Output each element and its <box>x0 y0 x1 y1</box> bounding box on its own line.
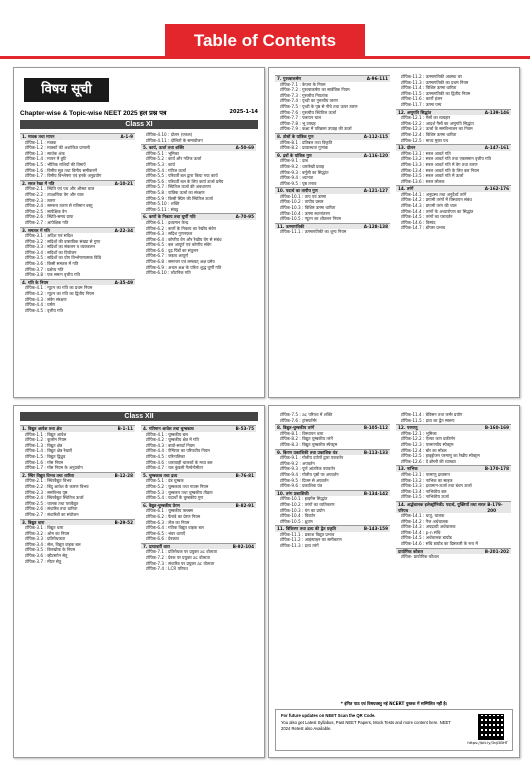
book-subtitle: Chapter-wise & Topic-wise NEET 2025 हल प्रश्न पत्र <box>20 110 167 117</box>
chapter-title: 6. वैद्युत-चुम्बकीय प्रेरण <box>143 502 180 508</box>
topic-item: टॉपिक-9.4 : गोलीय पृष्ठों पर अपवर्तन <box>280 471 339 477</box>
chapter-pages: B-53-75 <box>235 426 254 431</box>
chapter-heading <box>275 490 390 497</box>
banner-divider <box>0 56 530 59</box>
topic-item: टॉपिक-7.8 : भू उपग्रह <box>280 120 316 126</box>
topic-item: टॉपिक-11.7 : ऊष्मा पम्प <box>401 101 442 107</box>
topic-item: टॉपिक-5.2 : कार्य और गतिज ऊर्जा <box>146 156 202 162</box>
topic-item: टॉपिक-14.4 : तरंगों के अध्यारोपण का सिद्धांत <box>401 208 474 214</box>
topic-item: टॉपिक-12.1 : भूमिका <box>401 430 437 436</box>
chapter-title: 4. गति के नियम <box>22 279 49 285</box>
chapter-title: 11. ऊष्मागतिकी <box>277 223 305 229</box>
topic-item: टॉपिक-7.1 : प्रतिरोधक पर प्रयुक्त ac वोल्टता <box>146 549 218 555</box>
topic-item: टॉपिक-14.3 : प्रगामी तरंग की चाल <box>401 203 457 209</box>
chapter-heading <box>20 279 135 286</box>
topic-item: टॉपिक-6.6 : प्रेरकत्व <box>146 536 179 542</box>
topic-item: टॉपिक-10.2 : तरंगों का व्यतिकरण <box>280 501 335 507</box>
topic-item: टॉपिक-2.1 : स्थिरवैद्युत विभव <box>25 478 72 484</box>
footer-text: You also get Latest Syllabus, Past NEET Papers, Mock Tests and more content here. NEET 2024 Retest also Available. <box>281 720 451 731</box>
topic-item: टॉपिक-8.1 : प्रतिबल तथा विकृति <box>280 139 333 145</box>
chapter-heading <box>275 449 390 456</box>
topic-item: टॉपिक-4.2 : न्यूटन का गति का द्वितीय नियम <box>25 291 95 297</box>
topic-item: टॉपिक-13.1 : सरल आवर्त गति <box>401 150 451 156</box>
chapter-heading <box>141 543 256 550</box>
chapter-heading <box>20 425 135 432</box>
topic-item: टॉपिक-11.3 : ऊष्मागतिकी का प्रथम नियम <box>401 79 469 85</box>
topic-item: टॉपिक-9.5 : पृष्ठ तनाव <box>280 180 317 186</box>
chapter-heading <box>141 144 256 151</box>
chapter-pages: A-121-127 <box>363 188 388 194</box>
topic-item: टॉपिक-2.3 : समविभव पृष्ठ <box>25 489 68 495</box>
topic-item: टॉपिक-3.7 : मीटर सेतु <box>25 558 62 564</box>
toc-column <box>20 132 135 313</box>
topic-item: टॉपिक-5.1 : भूमिका <box>146 150 179 156</box>
chapter-heading <box>275 525 390 532</box>
topic-item: टॉपिक-7.4 : LCR परिपथ <box>146 566 188 572</box>
chapter-heading <box>275 187 390 194</box>
chapter-pages: B-12-28 <box>114 472 133 478</box>
topic-item: टॉपिक-4.11 : दोलितों के समायोजन <box>146 137 203 143</box>
topic-item: टॉपिक-5.3 : कार्य <box>146 161 175 167</box>
topic-item: टॉपिक-3.6 : व्हीटस्टोन सेतु <box>25 553 68 559</box>
topic-item: टॉपिक-4.10 : दोलन (एकल) <box>146 132 193 137</box>
chapter-title: 13. दोलन <box>398 145 416 151</box>
chapter-pages: B-160-169 <box>484 425 509 431</box>
chapter-pages: B-143-159 <box>363 526 388 532</box>
topic-item: टॉपिक-3.1 : विद्युत धारा <box>25 525 64 531</box>
topic-item: टॉपिक-12.3 : परमाण्वीय स्पेक्ट्रम <box>401 441 454 447</box>
topic-item: टॉपिक-11.2 : आइंस्टाइन का समीकरण <box>280 537 342 543</box>
topic-item: टॉपिक-9.6 : प्रकाशिक यंत्र <box>280 483 323 489</box>
topic-item: टॉपिक-10.3 : विशिष्ट ऊष्मा धारिता <box>280 205 336 211</box>
ncert-note: * इंगित पाठ एवं विषयवस्तु नई NCERT पुस्तक में सम्मिलित नहीं है। <box>340 701 448 706</box>
topic-item: टॉपिक-1.1 : विद्युत आवेश <box>25 431 67 437</box>
chapter-heading <box>396 144 511 151</box>
chapter-title: 14. तरंगें <box>398 186 414 192</box>
page-bottom-left <box>13 405 265 758</box>
topic-item: टॉपिक-4.5 : परिनालिका <box>146 453 185 459</box>
topic-item: टॉपिक-3.3 : सदिशों का संकलन व व्यवकलन <box>25 244 95 250</box>
topic-item: टॉपिक-13.2 : सरल आवर्त गति तथा एकसमान वृत्तीय गति <box>401 156 491 162</box>
topic-item: टॉपिक-14.5 : तरंगों का परावर्तन <box>401 214 453 220</box>
chapter-pages: B-76-81 <box>235 472 254 478</box>
topic-item: टॉपिक-14.6 : विस्पंद <box>401 219 436 225</box>
topic-item: टॉपिक-2.5 : चालक तथा परावैद्युत <box>25 500 79 506</box>
topic-item: टॉपिक-1.3 : विद्युत क्षेत्र <box>25 442 63 448</box>
topic-item: टॉपिक-12.6 : दे ब्रॉग्ली की व्याख्या <box>401 458 456 464</box>
topic-item: टॉपिक-3.1 : अदिश एवं सदिश <box>25 233 73 239</box>
qr-footer <box>275 709 513 751</box>
chapter-pages: B-134-142 <box>363 490 388 496</box>
topic-item: टॉपिक-6.8 : समान्तर एवं लम्बवत् अक्ष प्रमेय <box>146 259 215 265</box>
topic-item: टॉपिक-6.6 : दृढ़ पिंडों का संतुलन <box>146 247 199 253</box>
banner-title: Table of Contents <box>165 24 365 58</box>
chapter-pages: B-29-52 <box>114 519 133 525</box>
topic-item: टॉपिक-5.3 : चुम्बकन तथा चुम्बकीय तीव्रता <box>146 489 213 495</box>
topic-item: टॉपिक-11.4 : विशिष्ट ऊष्मा धारिता <box>401 85 457 91</box>
chapter-pages: A-139-146 <box>484 109 509 115</box>
topic-item: टॉपिक-7.6 : ट्रांसफॉर्मर <box>280 417 317 423</box>
topic-item: टॉपिक-10.2 : तापीय प्रसार <box>280 199 324 205</box>
topic-item: टॉपिक-9.1 : गोलीय दर्पणों द्वारा परावर्तन <box>280 455 344 461</box>
topic-item: टॉपिक- प्रायोगिक कौशल <box>401 554 439 560</box>
chapter-heading <box>396 548 511 555</box>
chapter-heading <box>396 465 511 472</box>
chapter-heading <box>20 133 135 140</box>
topic-item: टॉपिक-2.7 : आपेक्षिक गति <box>25 219 69 225</box>
chapter-heading <box>20 180 135 187</box>
topic-item: टॉपिक-1.5 : भौतिक राशियों की विमाएँ <box>25 161 86 167</box>
topic-item: टॉपिक-13.6 : सरल लोलक <box>401 178 445 184</box>
chapter-heading <box>396 185 511 192</box>
topic-item: टॉपिक-4.2 : चुम्बकीय क्षेत्र में गति <box>146 437 199 443</box>
topic-item: टॉपिक-5.9 : किसी स्प्रिंग की स्थितिज ऊर्जा <box>146 195 213 201</box>
chapter-title: 6. कणों के निकाय तथा घूर्णी गति <box>143 214 196 220</box>
topic-item: टॉपिक-5.1 : दंड चुम्बक <box>146 478 184 484</box>
page-bottom-right <box>268 405 520 758</box>
chapter-title: प्रायोगिक कौशल <box>398 548 424 554</box>
toc-column <box>396 74 511 231</box>
topic-item: टॉपिक-4.1 : न्यूटन का गति का प्रथम नियम <box>25 285 93 291</box>
chapter-pages: B-170-178 <box>484 466 509 472</box>
topic-item: टॉपिक-12.3 : ऊर्जा के समविभाजन का नियम <box>401 126 473 132</box>
topic-item: टॉपिक-4.6 : धारावाही चालकों के मध्य बल <box>146 459 213 465</box>
chapter-pages: A-35-49 <box>114 279 133 285</box>
toc-column <box>275 74 390 235</box>
chapter-title: 8. विद्युत-चुम्बकीय तरंगें <box>277 425 315 431</box>
chapter-title: 2. स्थिर विद्युत विभव तथा धारिता <box>22 472 75 478</box>
topic-item: टॉपिक-13.5 : सरल आवर्त गति में ऊर्जा <box>401 173 464 179</box>
topic-item: टॉपिक-6.3 : लेंज का नियम <box>146 519 190 525</box>
topic-item: टॉपिक-14.5 : अर्धचालक डायोड <box>401 535 452 541</box>
topic-item: टॉपिक-14.2 : प्रगामी तरंगों में विस्थापन संबंध <box>401 197 472 203</box>
topic-item: टॉपिक-1.7 : विमीय विश्लेषण एवं इनके अनुप्रयोग <box>25 173 102 179</box>
chapter-heading <box>396 424 511 431</box>
chapter-heading <box>141 425 256 432</box>
topic-item: टॉपिक-3.5 : सदिशों का योग विश्लेषणात्मक विधि <box>25 255 102 261</box>
topic-item: टॉपिक-7.7 : पलायन चाल <box>280 115 322 121</box>
topic-item: टॉपिक-7.6 : गुरुत्वीय स्थितिज ऊर्जा <box>280 109 336 115</box>
topic-item: टॉपिक-8.1 : विस्थापन धारा <box>280 430 324 436</box>
topic-item: टॉपिक-7.3 : संधारित्र पर प्रयुक्त ac वोल्टता <box>146 560 215 566</box>
topic-item: टॉपिक-5.7 : स्थितिज ऊर्जा की अवधारणा <box>146 184 211 190</box>
class-label: Class XII <box>20 412 258 421</box>
topic-item: टॉपिक-7.2 : गुरुत्वाकर्षण का सार्वत्रिक नियम <box>280 87 350 93</box>
year-range: 2025-1-14 <box>229 109 258 115</box>
topic-item: टॉपिक-11.3 : द्रव्य तरंगें <box>280 543 319 549</box>
topic-item: टॉपिक-6.1 : चुम्बकीय फ्लक्स <box>146 508 193 514</box>
chapter-title: 12. अणुगति सिद्धांत <box>398 109 432 115</box>
chapter-pages: A-147-161 <box>484 145 509 151</box>
chapter-title: 1. मात्रक तथा मापन <box>22 134 55 139</box>
topic-item: टॉपिक-8.3 : विद्युत चुम्बकीय स्पेक्ट्रम <box>280 441 338 447</box>
topic-item: टॉपिक-14.1 : धातु, चालक <box>401 513 445 519</box>
topic-item: टॉपिक-7.2 : प्रेरक पर प्रयुक्त ac वोल्टता <box>146 555 210 561</box>
topic-item: टॉपिक-12.2 : आदर्श गैसों का अणुगति सिद्धांत <box>401 120 474 126</box>
chapter-pages: A-116-120 <box>363 152 388 158</box>
topic-item: टॉपिक-2.5 : सापेक्षिक वेग <box>25 208 67 214</box>
topic-item: टॉपिक-13.4 : नाभिकीय बल <box>401 488 447 494</box>
topic-item: टॉपिक-1.4 : मापन में त्रुटि <box>25 156 67 162</box>
qr-link[interactable]: https://bit.ly/3cjDBHT <box>467 740 508 745</box>
topic-item: टॉपिक-13.5 : नाभिकीय ऊर्जा <box>401 494 449 500</box>
topic-item: टॉपिक-1.5 : विद्युत द्विध्रुव <box>25 453 66 459</box>
topic-item: टॉपिक-9.1 : दाब <box>280 158 308 164</box>
topic-item: टॉपिक-1.1 : मात्रक <box>25 139 57 145</box>
chapter-pages: A-162-176 <box>484 186 509 192</box>
topic-item: टॉपिक-7.5 : ac परिपथ में शक्ति <box>280 412 333 417</box>
chapter-title: 5. चुम्बकत्व तथा द्रव्य <box>143 472 178 478</box>
topic-item: टॉपिक-6.7 : जड़त्व आघूर्ण <box>146 253 189 259</box>
topic-item: टॉपिक-8.2 : विद्युत चुम्बकीय तरंगें <box>280 436 333 442</box>
topic-item: टॉपिक-2.1 : स्थिति एवं पथ और औसत चाल <box>25 186 95 192</box>
topic-item: टॉपिक-11.6 : कार्नो इंजन <box>401 96 443 102</box>
topic-item: टॉपिक-11.5 : द्रव्य का द्वैत स्वरूप <box>401 417 455 423</box>
chapter-title: 2. सरल रेखा में गति <box>22 180 55 186</box>
chapter-title: 9. किरण प्रकाशिकी तथा प्रकाशिक यंत्र <box>277 449 338 455</box>
topic-item: टॉपिक-2.3 : त्वरण <box>25 197 56 203</box>
chapter-heading <box>20 227 135 234</box>
topic-item: टॉपिक-14.2 : नैज अर्धचालक <box>401 518 449 524</box>
chapter-pages: A-96-111 <box>366 76 388 81</box>
topic-item: टॉपिक-10.1 : हाइगेंस सिद्धांत <box>280 496 328 502</box>
topic-item: टॉपिक-1.7 : गॉस नियम के अनुप्रयोग <box>25 465 83 471</box>
topic-item: टॉपिक-6.9 : अचल अक्ष के परितः शुद्ध घूर्णी गति <box>146 264 222 270</box>
topic-item: टॉपिक-4.3 : बायो-सावर्ट नियम <box>146 442 195 448</box>
topic-item: टॉपिक-3.6 : किसी समतल में गति <box>25 261 79 267</box>
topic-item: टॉपिक-12.5 : माध्य मुक्त पथ <box>401 137 449 143</box>
chapter-title: 7. गुरुत्वाकर्षण <box>277 76 302 81</box>
chapter-pages: A-50-69 <box>235 145 254 151</box>
topic-item: टॉपिक-7.5 : पृथ्वी के पृष्ठ से नीचे तथा ऊपर त्वरण <box>280 103 358 109</box>
topic-item: टॉपिक-2.6 : संधारित्र तथा धारिता <box>25 506 78 512</box>
topic-item: टॉपिक-2.4 : समरूप त्वरण से गतिमान वस्तु <box>25 203 93 209</box>
chapter-heading <box>275 152 390 159</box>
topic-item: टॉपिक-10.4 : विवर्तन <box>280 513 316 519</box>
topic-item: टॉपिक-13.1 : परमाणु द्रव्यमान <box>401 471 450 477</box>
topic-item: टॉपिक-11.1 : ऊष्मागतिकी का शून्य नियम <box>280 229 347 235</box>
chapter-heading <box>141 502 256 509</box>
topic-item: टॉपिक-7.4 : पृथ्वी का गुरुत्वीय त्वरण <box>280 98 338 104</box>
chapter-heading <box>275 75 390 82</box>
topic-item: टॉपिक-3.8 : एक समान वृत्तीय गति <box>25 272 80 278</box>
topic-item: टॉपिक-6.3 : सदिश गुणनफल <box>146 231 193 237</box>
topic-item: टॉपिक-10.1 : ताप एवं ऊष्मा <box>280 193 327 199</box>
chapter-pages: A-1-9 <box>120 134 133 139</box>
topic-item: टॉपिक-3.7 : प्रक्षेप्य गति <box>25 266 64 272</box>
topic-item: टॉपिक-11.5 : ऊष्मागतिकी का द्वितीय नियम <box>401 90 471 96</box>
contents-heading: विषय सूची <box>24 78 109 102</box>
chapter-title: 7. प्रत्यावर्ती धारा <box>143 543 170 549</box>
chapter-title: 11. विकिरण तथा द्रव्य की द्वैत प्रकृति <box>277 526 337 532</box>
topic-item: टॉपिक-3.2 : ओम का नियम <box>25 530 70 536</box>
topic-item: टॉपिक-11.4 : डेविसन तथा जर्मर प्रयोग <box>401 412 463 417</box>
chapter-title: 3. विद्युत धारा <box>22 519 45 525</box>
topic-item: टॉपिक-4.3 : संवेग संरक्षण <box>25 296 67 302</box>
topic-item: टॉपिक-14.6 : संधि डायोड का दिष्टकारी के रूप में <box>401 541 478 547</box>
chapter-pages: A-22-34 <box>114 227 133 233</box>
topic-item: टॉपिक-3.5 : किरखोफ के नियम <box>25 547 76 553</box>
topic-item: टॉपिक-6.2 : फैराडे का प्रेरण नियम <box>146 513 201 519</box>
topic-item: टॉपिक-1.4 : विद्युत क्षेत्र रेखाएँ <box>25 448 73 454</box>
chapter-heading <box>275 223 390 230</box>
topic-item: टॉपिक-1.2 : मात्रकों की अशांकित प्रणाली <box>25 145 90 151</box>
chapter-pages: B-113-133 <box>363 449 388 455</box>
toc-column <box>396 412 511 560</box>
chapter-heading <box>396 501 511 513</box>
banner <box>0 0 530 60</box>
topic-item: टॉपिक-14.4 : p-n संधि <box>401 529 441 535</box>
class-label: Class XI <box>20 120 258 129</box>
topic-item: टॉपिक-6.2 : कणों के निकाय का रेखीय संवेग <box>146 225 216 231</box>
topic-item: टॉपिक-3.4 : सदिशों का वियोजन <box>25 249 77 255</box>
chapter-heading <box>275 133 390 140</box>
topic-item: टॉपिक-6.4 : गतिक विद्युत वाहक बल <box>146 525 204 531</box>
chapter-title: 14. अर्द्धचालक इलेक्ट्रॉनिकी: पदार्थ, युक्तियाँ तथा सरल परिपथ <box>398 501 486 513</box>
chapter-title: 8. ठोसों के यांत्रिक गुण <box>277 133 314 139</box>
topic-item: टॉपिक-13.2 : नाभिक का साइज <box>401 477 453 483</box>
chapter-pages: B-105-112 <box>363 425 388 431</box>
topic-item: टॉपिक-4.1 : चुम्बकीय बल <box>146 431 188 437</box>
topic-item: टॉपिक-7.3 : गुरुत्वीय नियतांक <box>280 92 328 98</box>
topic-item: टॉपिक-13.3 : द्रव्यमान-ऊर्जा तथा बंधन ऊर्जा <box>401 483 472 489</box>
chapter-heading <box>275 424 390 431</box>
topic-item: टॉपिक-6.10 : लोटनिक गति <box>146 270 191 276</box>
chapter-pages: B-1-11 <box>117 426 133 431</box>
topic-item: टॉपिक-3.2 : सदिशों की वास्तविक संख्या से गुणा <box>25 238 101 244</box>
topic-item: टॉपिक-2.6 : स्थिति-समय ग्राफ <box>25 214 74 220</box>
topic-item: टॉपिक-11.2 : ऊष्मागतिकी अवस्था चर <box>401 74 462 79</box>
topic-item: टॉपिक-3.4 : सेल, विद्युत वाहक बल <box>25 541 81 547</box>
topic-item: टॉपिक-12.1 : गैसों का व्यवहार <box>401 115 451 121</box>
topic-item: टॉपिक-1.3 : सार्थक अंक <box>25 150 65 156</box>
chapter-title: 4. गतिमान आवेश तथा चुम्बकत्व <box>143 426 194 431</box>
chapter-title: 1. विद्युत आवेश तथा क्षेत्र <box>22 426 62 431</box>
toc-column <box>141 424 256 572</box>
chapter-title: 3. समतल में गति <box>22 227 50 233</box>
chapter-title: 9. द्रवों के यांत्रिक गुण <box>277 152 312 158</box>
topic-item: टॉपिक-6.1 : द्रव्यमान केन्द्र <box>146 219 189 225</box>
topic-item: टॉपिक-11.1 : प्रकाश विद्युत प्रभाव <box>280 531 335 537</box>
page-top-right <box>268 67 520 398</box>
topic-item: टॉपिक-4.4 : ऐम्पियर का परिपथीय नियम <box>146 448 210 454</box>
topic-item: टॉपिक-9.3 : बर्नूली का सिद्धांत <box>280 169 329 175</box>
chapter-pages: B-179-200 <box>487 501 503 513</box>
topic-item: टॉपिक-3.3 : प्रतिरोधकता <box>25 536 66 542</box>
topic-item: टॉपिक-9.3 : पूर्ण आंतरिक परावर्तन <box>280 466 336 472</box>
topic-item: टॉपिक-9.2 : अपवर्तन <box>280 460 315 466</box>
chapter-heading <box>20 472 135 479</box>
topic-item: टॉपिक-7.9 : कक्षा में परिक्रमा उपग्रह की ऊर्जा <box>280 126 352 132</box>
topic-item: टॉपिक-4.5 : वृत्तीय गति <box>25 307 64 313</box>
topic-item: टॉपिक-9.2 : धारारेखी प्रवाह <box>280 163 325 169</box>
chapter-heading <box>141 472 256 479</box>
chapter-title: 13. नाभिक <box>398 466 418 472</box>
toc-column <box>20 424 135 564</box>
topic-item: टॉपिक-5.6 : परिवर्ती बल के लिए कार्य ऊर्जा प्रमेय <box>146 178 224 184</box>
topic-item: टॉपिक-12.2 : ऐल्फा कण प्रकीर्णन <box>401 436 456 442</box>
topic-item: टॉपिक-7.1 : केप्लर के नियम <box>280 81 326 87</box>
topic-item: टॉपिक-12.4 : विशिष्ट ऊष्मा धारिता <box>401 131 457 137</box>
topic-item: टॉपिक-10.3 : यंग का प्रयोग <box>280 507 325 513</box>
qr-code-icon[interactable] <box>478 714 504 740</box>
chapter-title: 5. कार्य, ऊर्जा तथा शक्ति <box>143 145 184 151</box>
topic-item: टॉपिक-8.2 : प्रत्यास्थता गुणांक <box>280 145 328 151</box>
topic-item: टॉपिक-5.11 : संघट्ट <box>146 206 179 212</box>
topic-item: टॉपिक-1.2 : कूलॉम नियम <box>25 437 67 443</box>
topic-item: टॉपिक-9.4 : श्यानता <box>280 175 314 181</box>
topic-item: टॉपिक-4.4 : घर्षण <box>25 302 56 308</box>
chapter-pages: B-82-91 <box>235 502 254 508</box>
topic-item: टॉपिक-2.2 : बिंदु आवेश के कारण विभव <box>25 483 89 489</box>
topic-item: टॉपिक-14.3 : अपद्रव्यी अर्धचालक <box>401 524 456 530</box>
topic-item: टॉपिक-5.8 : यांत्रिक ऊर्जा का संरक्षण <box>146 189 205 195</box>
topic-item: टॉपिक-2.2 : तात्क्षणिक वेग और चाल <box>25 191 84 197</box>
chapter-pages: A-70-95 <box>235 214 254 220</box>
topic-item: टॉपिक-10.4 : ऊष्मा स्थानांतरण <box>280 210 331 216</box>
topic-item: टॉपिक-13.4 : सरल आवर्त गति के लिए बल नियम <box>401 167 480 173</box>
topic-item: टॉपिक-6.4 : कोणीय वेग और रेखीय वेग से संबंध <box>146 236 222 242</box>
chapter-heading <box>396 109 511 116</box>
topic-item: टॉपिक-14.7 : डॉप्लर प्रभाव <box>401 225 446 231</box>
chapter-pages: B-201-202 <box>484 548 509 554</box>
topic-item: टॉपिक-13.3 : सरल आवर्त गति में वेग तथा त्वरण <box>401 161 478 167</box>
footer-title: For future updates on NEET Scan the QR Code. <box>281 713 376 718</box>
topic-item: टॉपिक-1.6 : विमीय सूत्र तथा विमीय समीकरणें <box>25 167 97 173</box>
topic-item: टॉपिक-4.7 : चल कुंडली गैल्वेनोमीटर <box>146 465 204 471</box>
chapter-pages: A-112-115 <box>363 133 388 139</box>
chapter-title: 10. पदार्थ का तापीय गुण <box>277 188 318 194</box>
topic-item: टॉपिक-12.4 : बोर का मॉडल <box>401 447 447 453</box>
toc-column <box>141 132 256 276</box>
topic-item: टॉपिक-6.5 : बल आघूर्ण एवं कोणीय संवेग <box>146 242 212 248</box>
chapter-heading <box>20 519 135 526</box>
toc-column <box>275 412 390 549</box>
topic-item: टॉपिक-5.10 : शक्ति <box>146 201 180 207</box>
page-top-left <box>13 67 265 398</box>
topic-item: टॉपिक-9.5 : प्रिज्म से अपवर्तन <box>280 477 329 483</box>
topic-item: टॉपिक-5.4 : गतिज ऊर्जा <box>146 167 186 173</box>
topic-item: टॉपिक-5.5 : परिवर्ती बल द्वारा किया गया कार्य <box>146 173 218 179</box>
topic-item: टॉपिक-5.2 : चुम्बकत्व तथा गाउस नियम <box>146 483 209 489</box>
topic-item: टॉपिक-1.6 : गॉस नियम <box>25 459 64 465</box>
chapter-pages: A-10-21 <box>114 180 133 186</box>
chapter-title: 12. परमाणु <box>398 425 418 431</box>
topic-item: टॉपिक-6.5 : भंवर धाराएँ <box>146 530 186 536</box>
chapter-heading <box>141 213 256 220</box>
topic-item: टॉपिक-5.4 : पदार्थों के चुम्बकीय गुण <box>146 495 204 501</box>
topic-item: टॉपिक-2.4 : स्थिरवैद्युत स्थितिज ऊर्जा <box>25 495 84 501</box>
topic-item: टॉपिक-10.5 : ध्रुवण <box>280 518 313 524</box>
topic-item: टॉपिक-10.5 : न्यूटन का शीतलन नियम <box>280 216 341 222</box>
topic-item: टॉपिक-14.1 : अनुप्रस्थ तथा अनुदैर्ध्य तरंगें <box>401 191 467 197</box>
chapter-pages: A-128-138 <box>363 223 388 229</box>
topic-item: टॉपिक-2.7 : संधारित्रों का संयोजन <box>25 511 79 517</box>
chapter-pages: B-92-104 <box>232 543 254 549</box>
chapter-title: 10. तरंग प्रकाशिकी <box>277 490 309 496</box>
topic-item: टॉपिक-12.5 : हाइड्रोजन परमाणु का रेखीय स्पेक्ट्रम <box>401 453 480 459</box>
